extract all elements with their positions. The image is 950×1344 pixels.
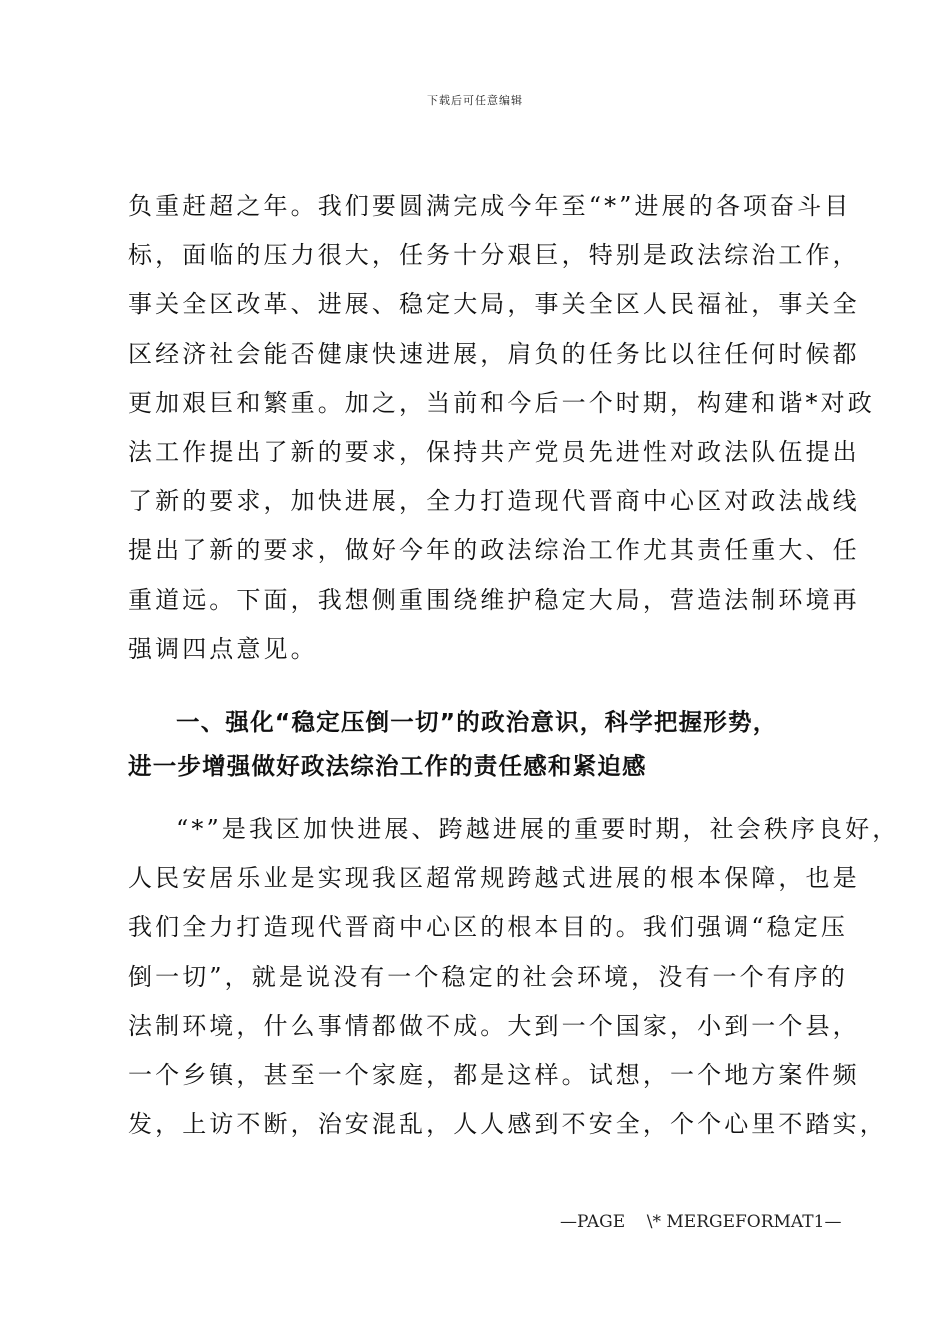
text-line: 事关全区改革、进展、稳定大局，事关全区人民福祉，事关全	[128, 290, 860, 319]
text-line: 倒一切”，就是说没有一个稳定的社会环境，没有一个有序的	[128, 962, 848, 991]
text-line: 区经济社会能否健康快速进展，肩负的任务比以往任何时候都	[128, 339, 860, 368]
text-line: 法制环境，什么事情都做不成。大到一个国家，小到一个县，	[128, 1011, 860, 1040]
paragraph-1	[128, 182, 875, 674]
header-note: 下载后可任意编辑	[427, 94, 523, 107]
text-line: 强调四点意见。	[128, 634, 318, 663]
text-line: 了新的要求，加快进展，全力打造现代晋商中心区对政法战线	[128, 487, 860, 516]
text-line: “*”是我区加快进展、跨越进展的重要时期，社会秩序良好，	[176, 815, 900, 843]
text-line: 重道远。下面，我想侧重围绕维护稳定大局，营造法制环境再	[128, 585, 860, 614]
paragraph-2	[128, 805, 900, 1149]
text-line: 更加艰巨和繁重。加之，当前和今后一个时期，构建和谐*对政	[128, 388, 875, 417]
text-line: 标，面临的压力很大，任务十分艰巨，特别是政法综治工作，	[128, 241, 860, 270]
section-heading	[128, 700, 848, 788]
heading-line: 进一步增强做好政法综治工作的责任感和紧迫感	[128, 752, 647, 780]
text-line: 我们全力打造现代晋商中心区的根本目的。我们强调“稳定压	[128, 913, 848, 942]
text-line: 提出了新的要求，做好今年的政法综治工作尤其责任重大、任	[128, 536, 860, 565]
text-line: 人民安居乐业是实现我区超常规跨越式进展的根本保障，也是	[128, 864, 860, 893]
text-line: 一个乡镇，甚至一个家庭，都是这样。试想，一个地方案件频	[128, 1060, 860, 1089]
text-line: 发，上访不断，治安混乱，人人感到不安全，个个心里不踏实，	[128, 1110, 887, 1139]
page-footer: —PAGE \* MERGEFORMAT1—	[560, 1212, 842, 1232]
heading-line: 一、强化“稳定压倒一切”的政治意识，科学把握形势，	[176, 708, 778, 736]
text-line: 负重赶超之年。我们要圆满完成今年至“*”进展的各项奋斗目	[128, 192, 852, 220]
text-line: 法工作提出了新的要求，保持共产党员先进性对政法队伍提出	[128, 437, 860, 466]
